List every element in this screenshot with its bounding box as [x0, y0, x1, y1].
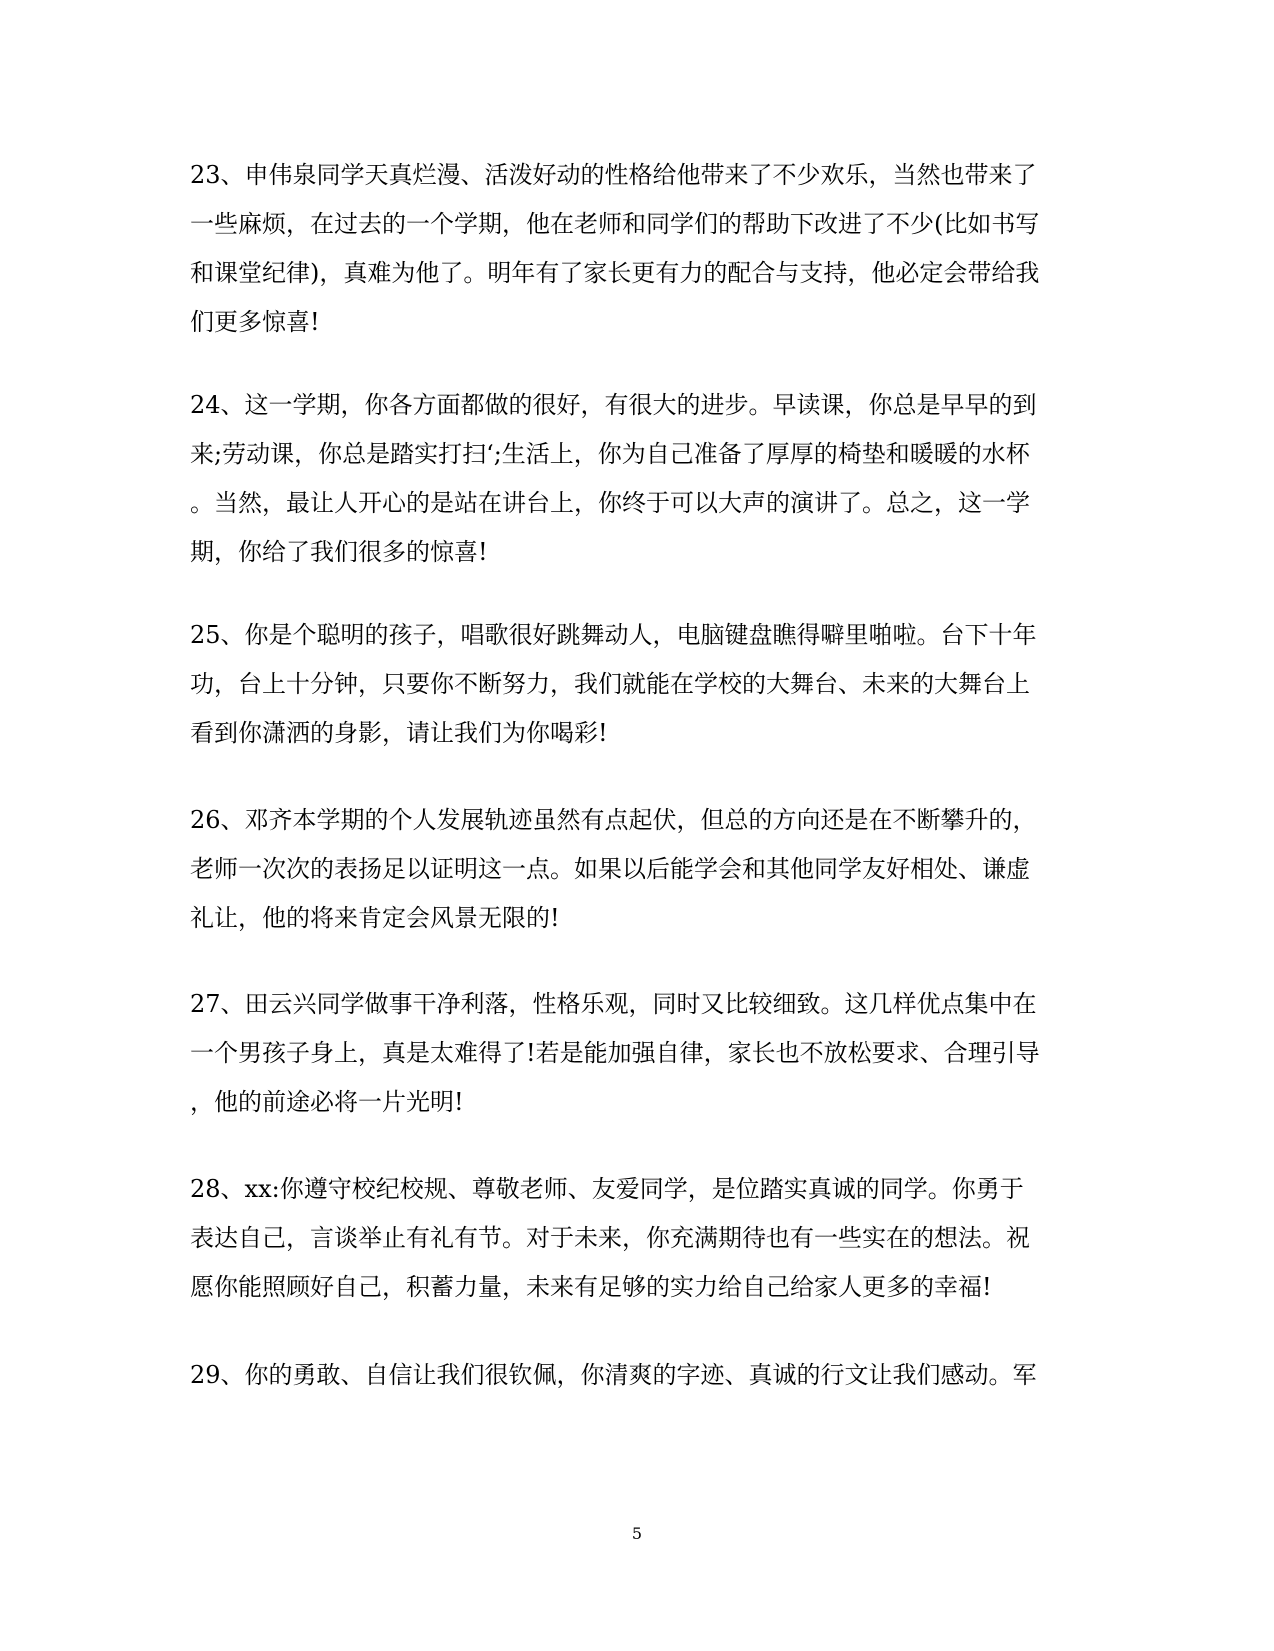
- comment-paragraph-28: [190, 1165, 1030, 1312]
- paragraph-line: 看到你潇洒的身影，请让我们为你喝彩!: [190, 719, 608, 747]
- comment-paragraph-25: [190, 611, 1037, 758]
- paragraph-line: 和课堂纪律)，真难为他了。明年有了家长更有力的配合与支持，他必定会带给我: [190, 259, 1040, 287]
- paragraph-line: 25、你是个聪明的孩子，唱歌很好跳舞动人，电脑键盘瞧得噼里啪啦。台下十年: [190, 621, 1037, 649]
- paragraph-line: 期，你给了我们很多的惊喜!: [190, 538, 488, 566]
- paragraph-line: 一个男孩子身上，真是太难得了!若是能加强自律，家长也不放松要求、合理引导: [190, 1039, 1040, 1067]
- paragraph-line: 27、田云兴同学做事干净利落，性格乐观，同时又比较细致。这几样优点集中在: [190, 990, 1037, 1018]
- paragraph-line: 26、邓齐本学期的个人发展轨迹虽然有点起伏，但总的方向还是在不断攀升的，: [190, 806, 1037, 834]
- paragraph-line: 一些麻烦，在过去的一个学期，他在老师和同学们的帮助下改进了不少(比如书写: [190, 210, 1040, 238]
- comment-paragraph-24: [190, 381, 1037, 577]
- paragraph-line: 29、你的勇敢、自信让我们很钦佩，你清爽的字迹、真诚的行文让我们感动。军: [190, 1361, 1037, 1389]
- paragraph-line: 。当然，最让人开心的是站在讲台上，你终于可以大声的演讲了。总之，这一学: [190, 489, 1030, 517]
- paragraph-line: ，他的前途必将一片光明!: [190, 1088, 464, 1116]
- comment-paragraph-29: [190, 1351, 1037, 1400]
- comment-paragraph-26: [190, 796, 1037, 943]
- paragraph-line: 23、申伟泉同学天真烂漫、活泼好动的性格给他带来了不少欢乐，当然也带来了: [190, 161, 1037, 189]
- paragraph-line: 表达自己，言谈举止有礼有节。对于未来，你充满期待也有一些实在的想法。祝: [190, 1224, 1030, 1252]
- paragraph-line: 们更多惊喜!: [190, 308, 320, 336]
- comment-paragraph-27: [190, 980, 1040, 1127]
- paragraph-line: 28、xx:你遵守校纪校规、尊敬老师、友爱同学，是位踏实真诚的同学。你勇于: [190, 1175, 1024, 1203]
- page-number: 5: [631, 1524, 643, 1543]
- paragraph-line: 愿你能照顾好自己，积蓄力量，未来有足够的实力给自己给家人更多的幸福!: [190, 1273, 992, 1301]
- paragraph-line: 老师一次次的表扬足以证明这一点。如果以后能学会和其他同学友好相处、谦虚: [190, 855, 1030, 883]
- paragraph-line: 礼让，他的将来肯定会风景无限的!: [190, 904, 560, 932]
- paragraph-line: 来;劳动课，你总是踏实打扫‘;生活上，你为自己准备了厚厚的椅垫和暖暖的水杯: [190, 440, 1030, 468]
- paragraph-line: 功，台上十分钟，只要你不断努力，我们就能在学校的大舞台、未来的大舞台上: [190, 670, 1030, 698]
- paragraph-line: 24、这一学期，你各方面都做的很好，有很大的进步。早读课，你总是早早的到: [190, 391, 1037, 419]
- comment-paragraph-23: [190, 151, 1039, 347]
